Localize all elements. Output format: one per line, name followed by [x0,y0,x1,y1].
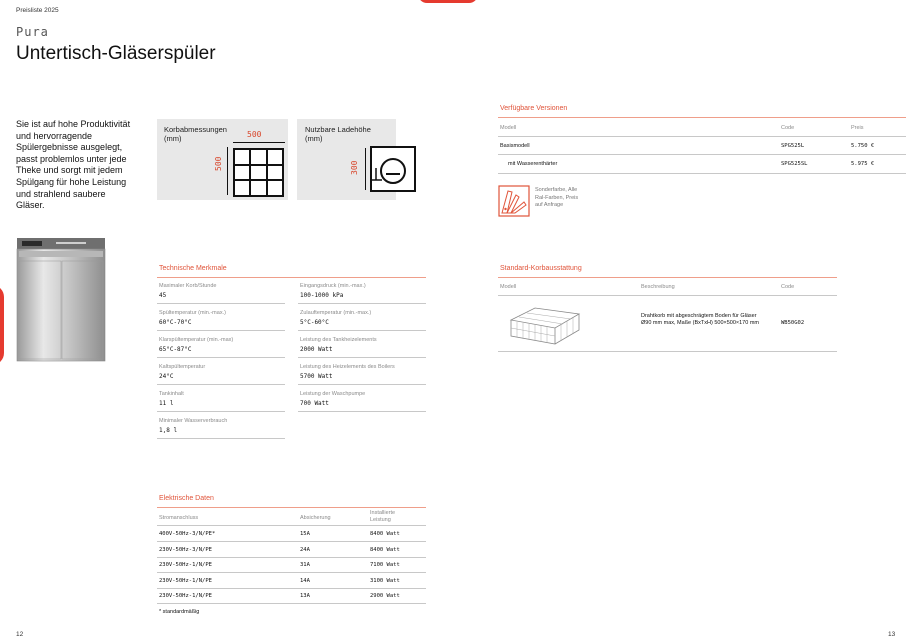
electrical-header-fuse: Absicherung [300,515,331,521]
page-title: Untertisch-Gläserspüler [16,43,216,64]
electrical-connection: 230V-50Hz-1/N/PE [159,577,212,584]
tech-item-value: 700 Watt [300,400,329,407]
load-height-value: 300 [350,160,359,175]
versions-section-title: Verfügbare Versionen [500,105,568,112]
tech-title-rule [157,277,426,278]
tech-item-value: 45 [159,292,167,299]
top-accent-tab [418,0,478,3]
basket-header-model: Modell [500,284,517,290]
tech-item-label: Maximaler Korb/Stunde [159,283,217,289]
tech-item-rule [298,357,426,358]
load-height-label: Nutzbare Ladehöhe (mm) [305,125,371,143]
basket-height-line [227,147,228,195]
tech-item-value: 5700 Watt [300,373,333,380]
electrical-fuse: 24A [300,546,310,553]
versions-header-model: Modell [500,125,517,131]
tech-item-label: Leistung des Heizelements des Boilers [300,364,395,370]
tech-item-value: 1,8 l [159,427,178,434]
version-row-price: 5.750 € [851,143,875,149]
basket-height-value: 500 [214,156,223,171]
tech-item-label: Leistung der Waschpumpe [300,391,366,397]
tech-item-value: 11 l [159,400,174,407]
left-accent-tab [0,285,4,365]
versions-header-price: Preis [851,125,864,131]
tech-section-title: Technische Merkmale [159,265,227,272]
tech-item-label: Klarspültemperatur (min.-max) [159,337,234,343]
electrical-power: 3100 Watt [370,577,400,584]
tech-item-label: Zulauftemperatur (min.-max.) [300,310,372,316]
tech-item-rule [157,357,285,358]
tech-item-value: 2000 Watt [300,346,333,353]
electrical-header-power: Installierte Leistung [370,510,396,523]
tech-item-label: Eingangsdruck (min.-max.) [300,283,366,289]
tech-item-value: 24°C [159,373,174,380]
basket-header-rule [498,295,837,296]
basket-header-description: Beschreibung [641,284,675,290]
electrical-power: 2900 Watt [370,593,400,599]
basket-equipment-title-rule [498,277,837,278]
tech-item-label: Tankinhalt [159,391,184,397]
tech-item-rule [157,384,285,385]
version-row-rule [498,154,906,155]
page-number-left: 12 [16,631,24,638]
tech-item-label: Spültemperatur (min.-max.) [159,310,226,316]
load-height-line [365,148,366,190]
electrical-fuse: 14A [300,577,310,584]
electrical-power: 8400 Watt [370,546,400,553]
basket-equipment-title: Standard-Korbausstattung [500,265,582,272]
tech-item-value: 5°C-60°C [300,319,329,326]
intro-text: Sie ist auf hohe Produktivität und hervorragende Spülergebnisse ausgelegt, passt problemlos unter jede Theke und sorgt mit jedem Spülgang für hohe Leistung und strahlend saubere Gläser. [16,119,131,211]
electrical-fuse: 13A [300,593,310,599]
color-swatch-icon [498,185,530,222]
color-note: Sonderfarbe, Alle Ral-Farben, Preis auf Anfrage [535,187,579,208]
electrical-row-rule [157,541,426,542]
pricelist-label: Preisliste 2025 [16,7,59,14]
wire-basket-image [505,300,585,355]
electrical-title-rule [157,507,426,508]
tech-item-label: Kaltspültemperatur [159,364,206,370]
electrical-connection: 230V-50Hz-1/N/PE [159,593,212,599]
electrical-connection: 230V-50Hz-3/N/PE [159,546,212,553]
electrical-section-title: Elektrische Daten [159,495,214,502]
electrical-fuse: 31A [300,562,310,568]
basket-dimensions-label: Korbabmessungen (mm) [164,125,227,143]
tech-item-value: 65°C-87°C [159,346,192,353]
version-row-rule [498,173,906,174]
version-row-model: Basismodell [500,143,530,149]
page-number-right: 13 [888,631,896,638]
electrical-power: 7100 Watt [370,562,400,568]
electrical-fuse: 15A [300,531,310,537]
tech-item-rule [157,438,285,439]
tech-item-rule [298,384,426,385]
versions-header-code: Code [781,125,795,131]
basket-header-code: Code [781,284,795,290]
electrical-power: 8400 Watt [370,531,400,537]
version-row-price: 5.975 € [851,161,875,167]
tech-item-label: Minimaler Wasserverbrauch [159,418,228,424]
tech-item-value: 100-1000 kPa [300,292,344,299]
electrical-header-rule [157,525,426,526]
electrical-connection: 230V-50Hz-1/N/PE [159,562,212,568]
version-row-model: mit Wasserenthärter [508,161,558,167]
versions-header-rule [498,136,906,137]
basket-description: Drahtkorb mit abgeschrägtem Boden für Gläser Ø90 mm max, Maße (BxTxH) 500×500×170 mm [641,313,759,326]
load-height-box [297,119,396,200]
tech-item-rule [157,411,285,412]
electrical-row-rule [157,572,426,573]
basket-row-rule [498,351,837,352]
electrical-header-connection: Stromanschluss [159,515,199,521]
version-row-code: SPG525L [781,143,805,149]
tech-item-value: 60°C-70°C [159,319,192,326]
tech-item-rule [157,303,285,304]
electrical-connection: 400V-50Hz-3/N/PE* [159,531,216,537]
product-image [16,237,106,363]
basket-width-line [233,142,285,143]
electrical-footnote: * standardmäßig [159,609,200,615]
versions-title-rule [498,117,906,118]
basket-grid-icon [233,148,284,197]
brand-name: Pura [16,25,49,39]
version-row-code: SPG525SL [781,161,808,167]
glass-rack-icon [370,146,416,197]
tech-item-rule [298,303,426,304]
tech-item-rule [298,411,426,412]
basket-width-value: 500 [247,130,262,139]
tech-item-label: Leistung des Tankheizelements [300,337,377,343]
electrical-row-rule [157,603,426,604]
basket-dimensions-box [157,119,288,200]
tech-item-rule [298,330,426,331]
electrical-row-rule [157,557,426,558]
basket-code: WB50G02 [781,320,805,326]
tech-item-rule [157,330,285,331]
electrical-row-rule [157,588,426,589]
